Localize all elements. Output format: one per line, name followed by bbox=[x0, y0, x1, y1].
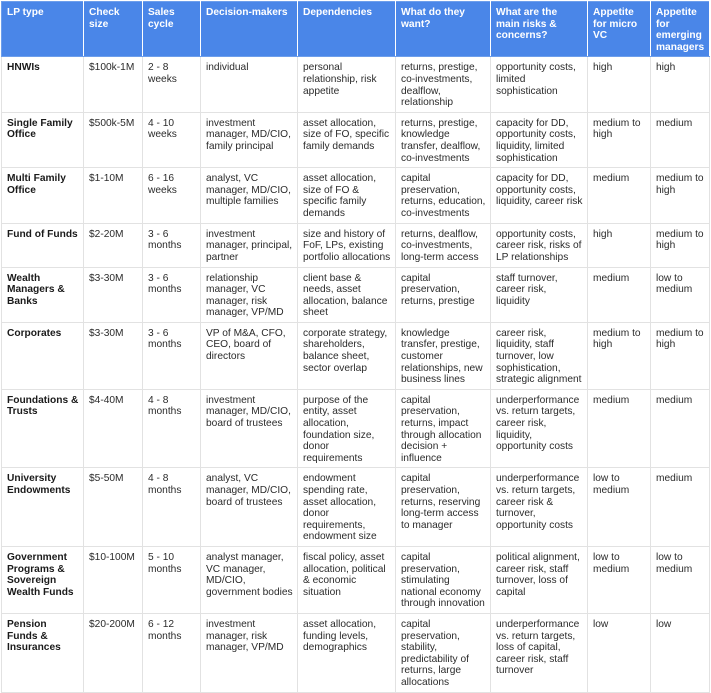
appetite-emerging-cell: low bbox=[651, 613, 710, 692]
table-row bbox=[2, 546, 710, 613]
decision-makers-cell: analyst, VC manager, MD/CIO, multiple families bbox=[201, 168, 298, 223]
wants-cell: knowledge transfer, prestige, customer relationships, new business lines bbox=[396, 322, 491, 389]
dependencies-cell: fiscal policy, asset allocation, political & economic situation bbox=[298, 546, 396, 613]
appetite-emerging-cell: medium bbox=[651, 468, 710, 547]
sales-cycle-cell: 5 - 10 months bbox=[143, 546, 201, 613]
check-size-cell: $4-40M bbox=[84, 389, 143, 468]
decision-makers-cell: investment manager, principal, partner bbox=[201, 223, 298, 267]
wants-cell: capital preservation, returns, education, co-investments bbox=[396, 168, 491, 223]
sales-cycle-cell: 3 - 6 months bbox=[143, 223, 201, 267]
appetite-micro-vc-cell: high bbox=[588, 223, 651, 267]
check-size-cell: $3-30M bbox=[84, 267, 143, 322]
table-row bbox=[2, 168, 710, 223]
appetite-emerging-cell: medium to high bbox=[651, 168, 710, 223]
lp-comparison-table bbox=[1, 1, 710, 693]
sales-cycle-cell: 6 - 12 months bbox=[143, 613, 201, 692]
risks-cell: capacity for DD, opportunity costs, liquidity, limited sophistication bbox=[491, 112, 588, 167]
dependencies-cell: purpose of the entity, asset allocation, foundation size, donor requirements bbox=[298, 389, 396, 468]
sales-cycle-cell: 4 - 8 months bbox=[143, 468, 201, 547]
wants-cell: capital preservation, returns, impact through allocation decision + influence bbox=[396, 389, 491, 468]
risks-cell: underperformance vs. return targets, loss of capital, career risk, staff turnover bbox=[491, 613, 588, 692]
risks-cell: career risk, liquidity, staff turnover, low sophistication, strategic alignment bbox=[491, 322, 588, 389]
appetite-micro-vc-cell: medium to high bbox=[588, 322, 651, 389]
wants-cell: returns, prestige, knowledge transfer, dealflow, co-investments bbox=[396, 112, 491, 167]
appetite-micro-vc-cell: low to medium bbox=[588, 468, 651, 547]
appetite-emerging-cell: low to medium bbox=[651, 546, 710, 613]
lp-type-cell: Government Programs & Sovereign Wealth Funds bbox=[2, 546, 84, 613]
check-size-cell: $5-50M bbox=[84, 468, 143, 547]
check-size-cell: $2-20M bbox=[84, 223, 143, 267]
column-header-lp-type: LP type bbox=[2, 2, 84, 57]
appetite-micro-vc-cell: medium to high bbox=[588, 112, 651, 167]
lp-type-cell: Foundations & Trusts bbox=[2, 389, 84, 468]
appetite-micro-vc-cell: medium bbox=[588, 168, 651, 223]
check-size-cell: $100k-1M bbox=[84, 57, 143, 112]
decision-makers-cell: analyst manager, VC manager, MD/CIO, government bodies bbox=[201, 546, 298, 613]
check-size-cell: $3-30M bbox=[84, 322, 143, 389]
risks-cell: staff turnover, career risk, liquidity bbox=[491, 267, 588, 322]
decision-makers-cell: individual bbox=[201, 57, 298, 112]
decision-makers-cell: relationship manager, VC manager, risk manager, VP/MD bbox=[201, 267, 298, 322]
dependencies-cell: personal relationship, risk appetite bbox=[298, 57, 396, 112]
risks-cell: opportunity costs, limited sophistication bbox=[491, 57, 588, 112]
dependencies-cell: client base & needs, asset allocation, balance sheet bbox=[298, 267, 396, 322]
wants-cell: returns, prestige, co-investments, dealflow, relationship bbox=[396, 57, 491, 112]
lp-type-cell: Corporates bbox=[2, 322, 84, 389]
table-row bbox=[2, 112, 710, 167]
check-size-cell: $20-200M bbox=[84, 613, 143, 692]
appetite-micro-vc-cell: low to medium bbox=[588, 546, 651, 613]
wants-cell: capital preservation, stability, predictability of returns, large allocations bbox=[396, 613, 491, 692]
decision-makers-cell: investment manager, risk manager, VP/MD bbox=[201, 613, 298, 692]
appetite-emerging-cell: medium to high bbox=[651, 223, 710, 267]
appetite-micro-vc-cell: medium bbox=[588, 267, 651, 322]
check-size-cell: $1-10M bbox=[84, 168, 143, 223]
sales-cycle-cell: 6 - 16 weeks bbox=[143, 168, 201, 223]
risks-cell: underperformance vs. return targets, career risk, liquidity, opportunity costs bbox=[491, 389, 588, 468]
appetite-emerging-cell: high bbox=[651, 57, 710, 112]
check-size-cell: $500k-5M bbox=[84, 112, 143, 167]
header-row bbox=[2, 2, 710, 57]
column-header-appetite-emerging: Appetite for emerging managers bbox=[651, 2, 710, 57]
table-row bbox=[2, 267, 710, 322]
lp-type-cell: Wealth Managers & Banks bbox=[2, 267, 84, 322]
appetite-emerging-cell: low to medium bbox=[651, 267, 710, 322]
dependencies-cell: asset allocation, size of FO & specific family demands bbox=[298, 168, 396, 223]
table-row bbox=[2, 223, 710, 267]
lp-type-cell: HNWIs bbox=[2, 57, 84, 112]
appetite-micro-vc-cell: low bbox=[588, 613, 651, 692]
lp-type-cell: Pension Funds & Insurances bbox=[2, 613, 84, 692]
lp-type-cell: Single Family Office bbox=[2, 112, 84, 167]
decision-makers-cell: investment manager, MD/CIO, family principal bbox=[201, 112, 298, 167]
dependencies-cell: asset allocation, size of FO, specific family demands bbox=[298, 112, 396, 167]
sales-cycle-cell: 3 - 6 months bbox=[143, 267, 201, 322]
dependencies-cell: endowment spending rate, asset allocation, donor requirements, endowment size bbox=[298, 468, 396, 547]
wants-cell: capital preservation, returns, reserving long-term access to manager bbox=[396, 468, 491, 547]
wants-cell: capital preservation, stimulating national economy through innovation bbox=[396, 546, 491, 613]
lp-type-cell: Multi Family Office bbox=[2, 168, 84, 223]
lp-type-cell: Fund of Funds bbox=[2, 223, 84, 267]
risks-cell: underperformance vs. return targets, career risk & turnover, opportunity costs bbox=[491, 468, 588, 547]
appetite-micro-vc-cell: medium bbox=[588, 389, 651, 468]
sales-cycle-cell: 2 - 8 weeks bbox=[143, 57, 201, 112]
decision-makers-cell: VP of M&A, CFO, CEO, board of directors bbox=[201, 322, 298, 389]
column-header-sales-cycle: Sales cycle bbox=[143, 2, 201, 57]
decision-makers-cell: investment manager, MD/CIO, board of trustees bbox=[201, 389, 298, 468]
column-header-check-size: Check size bbox=[84, 2, 143, 57]
wants-cell: returns, dealflow, co-investments, long-term access bbox=[396, 223, 491, 267]
wants-cell: capital preservation, returns, prestige bbox=[396, 267, 491, 322]
table-row bbox=[2, 613, 710, 692]
risks-cell: political alignment, career risk, staff turnover, loss of capital bbox=[491, 546, 588, 613]
table-row bbox=[2, 322, 710, 389]
column-header-wants: What do they want? bbox=[396, 2, 491, 57]
lp-type-cell: University Endowments bbox=[2, 468, 84, 547]
appetite-emerging-cell: medium bbox=[651, 112, 710, 167]
table-row bbox=[2, 389, 710, 468]
column-header-risks: What are the main risks & concerns? bbox=[491, 2, 588, 57]
appetite-emerging-cell: medium to high bbox=[651, 322, 710, 389]
sales-cycle-cell: 3 - 6 months bbox=[143, 322, 201, 389]
dependencies-cell: asset allocation, funding levels, demographics bbox=[298, 613, 396, 692]
dependencies-cell: size and history of FoF, LPs, existing portfolio allocations bbox=[298, 223, 396, 267]
table-row bbox=[2, 468, 710, 547]
risks-cell: capacity for DD, opportunity costs, liquidity, career risk bbox=[491, 168, 588, 223]
appetite-micro-vc-cell: high bbox=[588, 57, 651, 112]
column-header-decision-makers: Decision-makers bbox=[201, 2, 298, 57]
column-header-appetite-micro-vc: Appetite for micro VC bbox=[588, 2, 651, 57]
dependencies-cell: corporate strategy, shareholders, balance sheet, sector overlap bbox=[298, 322, 396, 389]
check-size-cell: $10-100M bbox=[84, 546, 143, 613]
column-header-dependencies: Dependencies bbox=[298, 2, 396, 57]
sales-cycle-cell: 4 - 10 weeks bbox=[143, 112, 201, 167]
risks-cell: opportunity costs, career risk, risks of LP relationships bbox=[491, 223, 588, 267]
appetite-emerging-cell: medium bbox=[651, 389, 710, 468]
decision-makers-cell: analyst, VC manager, MD/CIO, board of trustees bbox=[201, 468, 298, 547]
sales-cycle-cell: 4 - 8 months bbox=[143, 389, 201, 468]
table-row bbox=[2, 57, 710, 112]
